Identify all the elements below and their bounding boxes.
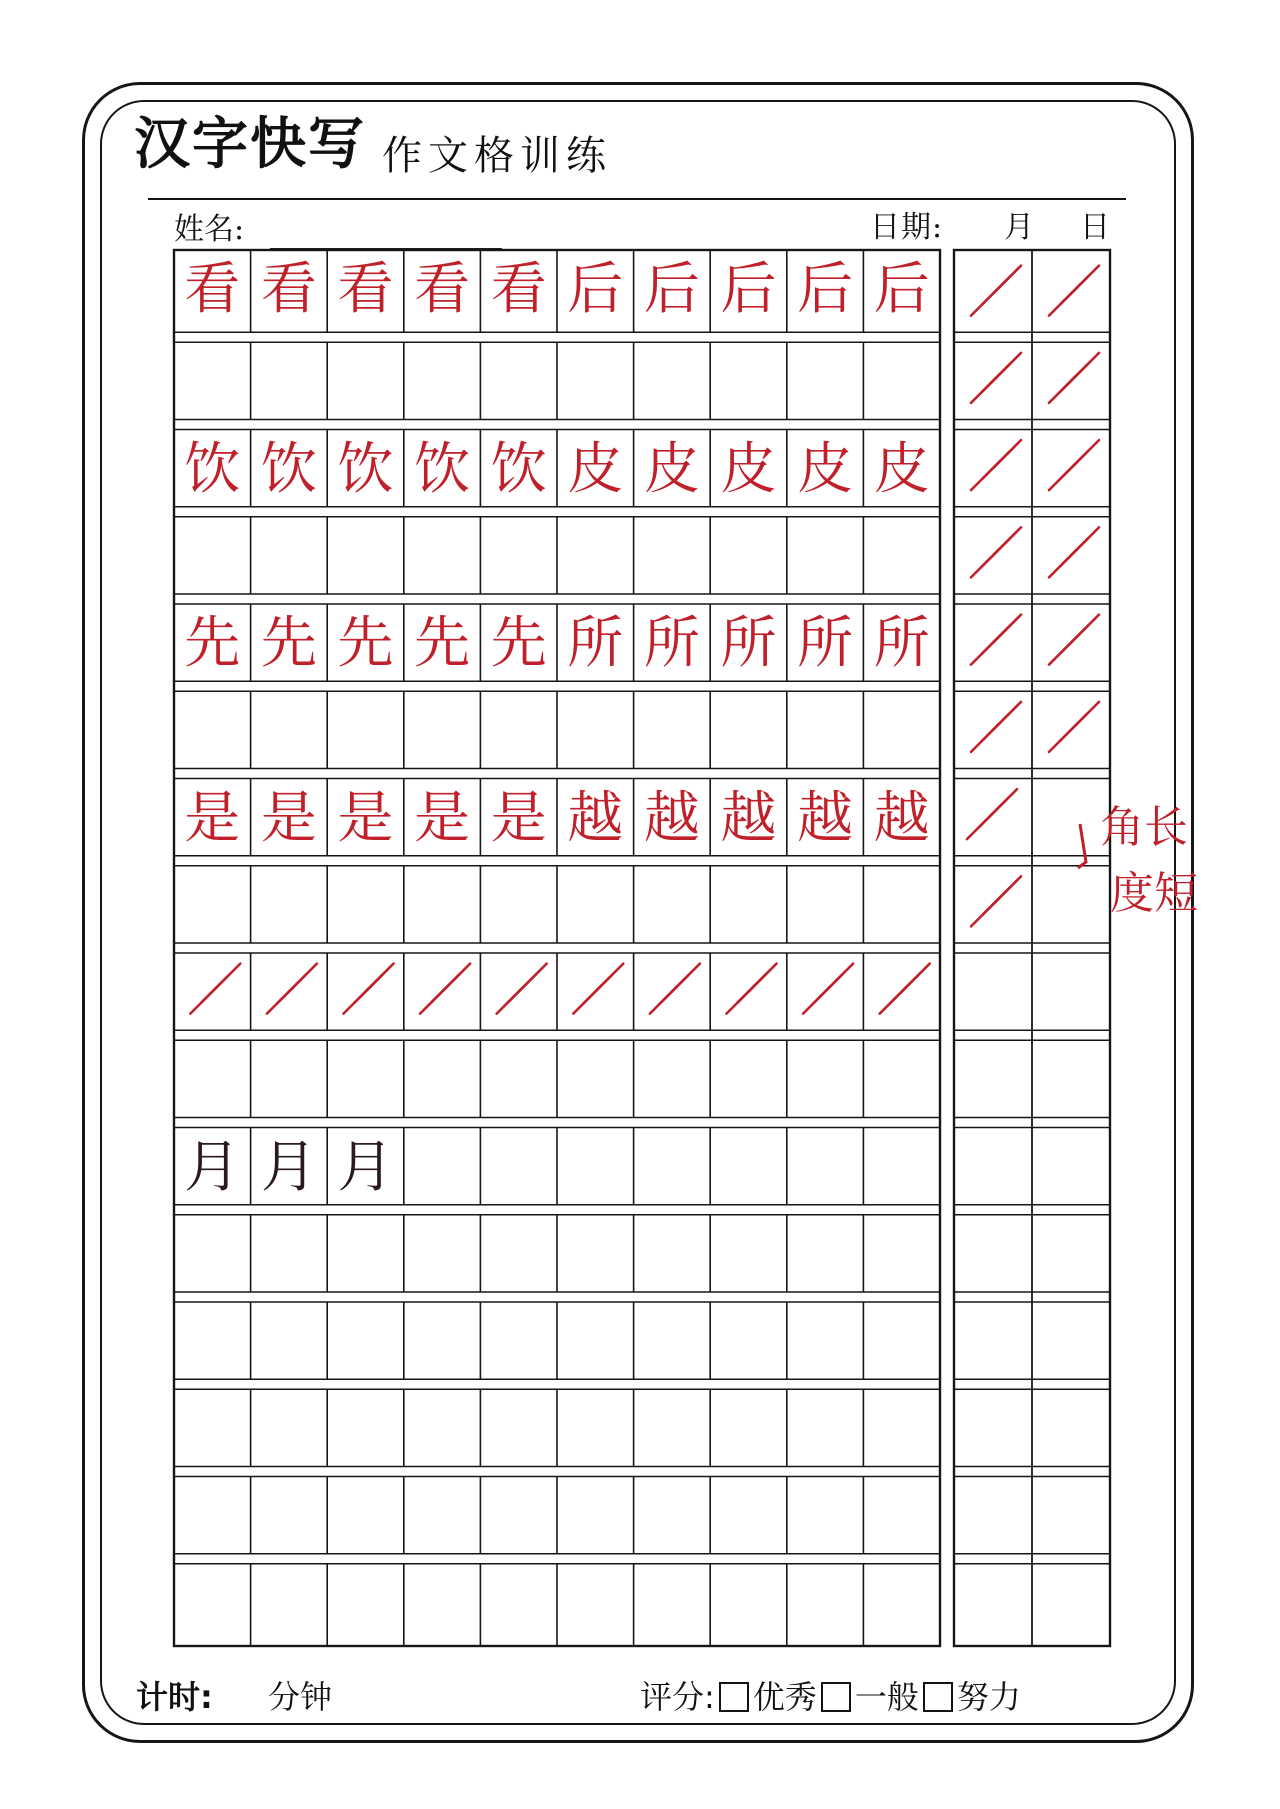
side-hatch-mark bbox=[1049, 702, 1099, 752]
grid-hatch-mark bbox=[727, 964, 777, 1014]
worksheet-title: 汉字快写 bbox=[134, 112, 366, 177]
side-hatch-mark bbox=[971, 876, 1021, 926]
side-hatch-mark bbox=[1049, 440, 1099, 490]
practice-char: 后 bbox=[720, 257, 777, 322]
practice-char: 后 bbox=[873, 257, 930, 322]
practice-char: 所 bbox=[720, 611, 777, 676]
side-hatch-mark bbox=[1049, 353, 1099, 403]
practice-char: 饮 bbox=[414, 436, 471, 502]
practice-char: 皮 bbox=[643, 436, 700, 502]
practice-char: 后 bbox=[643, 257, 700, 322]
score-option-average: 一般 bbox=[854, 1678, 919, 1716]
grid-hatch-mark bbox=[420, 964, 470, 1014]
score-checkbox-excellent[interactable] bbox=[719, 1682, 749, 1712]
practice-char: 看 bbox=[490, 257, 547, 322]
score-label: 评分: bbox=[640, 1678, 715, 1716]
grid-hatch-mark bbox=[573, 964, 623, 1014]
practice-char: 看 bbox=[184, 257, 241, 322]
grid-hatch-mark bbox=[803, 964, 853, 1014]
side-hatch-mark bbox=[1049, 527, 1099, 577]
side-hatch-mark bbox=[971, 266, 1021, 316]
side-note-line1: 角长 bbox=[1100, 802, 1188, 853]
practice-char: 是 bbox=[414, 785, 471, 851]
practice-char: 月 bbox=[337, 1134, 394, 1200]
side-hatch-mark bbox=[1049, 615, 1099, 665]
score-checkbox-effort[interactable] bbox=[923, 1682, 953, 1712]
practice-char: 所 bbox=[873, 611, 930, 676]
practice-char: 是 bbox=[184, 785, 241, 851]
practice-char: 所 bbox=[643, 611, 700, 676]
grid-hatch-mark bbox=[497, 964, 547, 1014]
practice-char: 皮 bbox=[797, 436, 854, 502]
practice-char: 越 bbox=[643, 785, 700, 851]
practice-char: 饮 bbox=[184, 436, 241, 502]
practice-char: 越 bbox=[797, 785, 854, 851]
practice-char: 先 bbox=[490, 611, 547, 676]
practice-char: 饮 bbox=[490, 436, 547, 502]
practice-char: 越 bbox=[720, 785, 777, 851]
score-checkbox-average[interactable] bbox=[821, 1682, 851, 1712]
practice-char: 所 bbox=[567, 611, 624, 676]
side-note-bracket bbox=[1078, 824, 1086, 868]
side-hatch-mark bbox=[1049, 266, 1099, 316]
date-month-label: 月 bbox=[1004, 210, 1034, 245]
side-hatch-mark bbox=[971, 440, 1021, 490]
practice-char: 先 bbox=[260, 611, 317, 676]
timer-label: 计时: bbox=[136, 1678, 213, 1716]
score-option-effort: 努力 bbox=[956, 1678, 1021, 1716]
worksheet-subtitle: 作文格训练 bbox=[382, 133, 612, 179]
name-label: 姓名: bbox=[174, 212, 245, 247]
timer-minutes-label: 分钟 bbox=[268, 1678, 333, 1716]
side-hatch-mark bbox=[967, 789, 1017, 839]
practice-char: 皮 bbox=[567, 436, 624, 502]
practice-char: 月 bbox=[260, 1134, 317, 1200]
score-section bbox=[640, 1675, 1021, 1719]
practice-char: 看 bbox=[260, 257, 317, 322]
side-note-line2: 度短 bbox=[1110, 868, 1198, 919]
practice-char: 先 bbox=[414, 611, 471, 676]
practice-char: 饮 bbox=[260, 436, 317, 502]
side-hatch-mark bbox=[971, 353, 1021, 403]
grid-hatch-mark bbox=[190, 964, 240, 1014]
grid-hatch-mark bbox=[267, 964, 317, 1014]
score-option-excellent: 优秀 bbox=[752, 1678, 817, 1716]
practice-char: 先 bbox=[337, 611, 394, 676]
side-hatch-mark bbox=[971, 527, 1021, 577]
date-label: 日期: bbox=[870, 210, 944, 245]
side-hatch-mark bbox=[971, 702, 1021, 752]
practice-char: 后 bbox=[567, 257, 624, 322]
grid-hatch-mark bbox=[650, 964, 700, 1014]
practice-char: 饮 bbox=[337, 436, 394, 502]
practice-char: 月 bbox=[184, 1134, 241, 1200]
practice-char: 先 bbox=[184, 611, 241, 676]
practice-char: 是 bbox=[490, 785, 547, 851]
practice-char: 皮 bbox=[720, 436, 777, 502]
practice-char: 看 bbox=[414, 257, 471, 322]
practice-char: 越 bbox=[567, 785, 624, 851]
practice-char: 看 bbox=[337, 257, 394, 322]
practice-char: 是 bbox=[337, 785, 394, 851]
date-day-label: 日 bbox=[1080, 210, 1110, 245]
practice-char: 越 bbox=[873, 785, 930, 851]
side-hatch-mark bbox=[971, 615, 1021, 665]
practice-char: 后 bbox=[797, 257, 854, 322]
grid-hatch-mark bbox=[344, 964, 394, 1014]
grid-hatch-mark bbox=[880, 964, 930, 1014]
practice-char: 所 bbox=[797, 611, 854, 676]
practice-char: 是 bbox=[260, 785, 317, 851]
practice-char: 皮 bbox=[873, 436, 930, 502]
